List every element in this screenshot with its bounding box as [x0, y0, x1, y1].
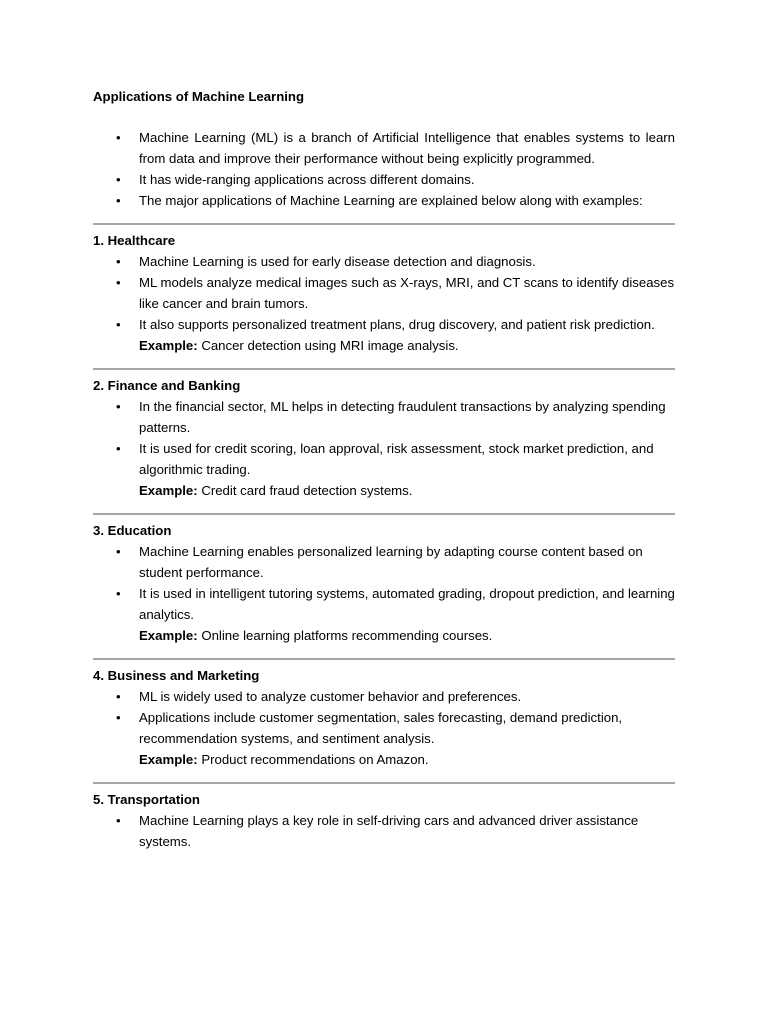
bullet-text: Applications include customer segmentation, sales forecasting, demand prediction, recommendation systems, and sentiment analysis.: [139, 710, 623, 746]
intro-list: [93, 127, 675, 211]
example-label: Example:: [139, 483, 198, 498]
bullet-icon: •: [116, 275, 121, 290]
section-list: [93, 541, 675, 625]
bullet-icon: •: [116, 399, 121, 414]
bullet-icon: •: [116, 172, 121, 187]
bullet-icon: •: [116, 441, 121, 456]
list-item: [93, 251, 675, 272]
bullet-icon: •: [116, 130, 121, 145]
list-item: [93, 810, 675, 852]
bullet-text: It is used for credit scoring, loan approval, risk assessment, stock market prediction, and algorithmic trading.: [139, 441, 654, 477]
section-healthcare: [93, 230, 675, 356]
bullet-text: It is used in intelligent tutoring systems, automated grading, dropout prediction, and learning analytics.: [139, 586, 675, 622]
section-list: [93, 396, 675, 480]
bullet-icon: •: [116, 689, 121, 704]
bullet-icon: •: [116, 317, 121, 332]
bullet-text: Machine Learning enables personalized learning by adapting course content based on student performance.: [139, 544, 643, 580]
section-divider: [93, 658, 675, 660]
list-item: [93, 396, 675, 438]
bullet-icon: •: [116, 813, 121, 828]
example-line: [93, 480, 675, 501]
bullet-text: ML models analyze medical images such as X-rays, MRI, and CT scans to identify diseases like cancer and brain tumors.: [139, 275, 675, 311]
section-heading: 1. Healthcare: [93, 233, 176, 248]
example-label: Example:: [139, 628, 198, 643]
bullet-text: In the financial sector, ML helps in detecting fraudulent transactions by analyzing spending patterns.: [139, 399, 666, 435]
section-heading: 2. Finance and Banking: [93, 378, 241, 393]
example-text: Product recommendations on Amazon.: [201, 752, 429, 767]
section-list: [93, 251, 675, 335]
section-list: [93, 686, 675, 749]
section-education: [93, 520, 675, 646]
bullet-icon: •: [116, 254, 121, 269]
list-item: [93, 169, 675, 190]
document-title: Applications of Machine Learning: [93, 89, 305, 104]
list-item: [93, 438, 675, 480]
bullet-icon: •: [116, 193, 121, 208]
bullet-text: It also supports personalized treatment plans, drug discovery, and patient risk prediction.: [139, 317, 655, 332]
bullet-icon: •: [116, 544, 121, 559]
list-item: [93, 707, 675, 749]
example-text: Online learning platforms recommending courses.: [201, 628, 493, 643]
section-list: [93, 810, 675, 852]
section-heading: 4. Business and Marketing: [93, 668, 260, 683]
bullet-text: The major applications of Machine Learning are explained below along with examples:: [139, 193, 643, 208]
example-line: [93, 335, 675, 356]
bullet-text: Machine Learning plays a key role in self-driving cars and advanced driver assistance systems.: [139, 813, 639, 849]
section-transportation: [93, 789, 675, 852]
bullet-icon: •: [116, 710, 121, 725]
bullet-text: Machine Learning is used for early disease detection and diagnosis.: [139, 254, 536, 269]
list-item: [93, 583, 675, 625]
example-label: Example:: [139, 338, 198, 353]
list-item: [93, 127, 675, 169]
section-divider: [93, 368, 675, 370]
list-item: [93, 272, 675, 314]
section-business: [93, 665, 675, 770]
section-heading: 3. Education: [93, 523, 172, 538]
list-item: [93, 541, 675, 583]
section-divider: [93, 513, 675, 515]
list-item: [93, 314, 675, 335]
section-finance: [93, 375, 675, 501]
section-divider: [93, 223, 675, 225]
example-label: Example:: [139, 752, 198, 767]
bullet-text: It has wide-ranging applications across different domains.: [139, 172, 475, 187]
example-text: Credit card fraud detection systems.: [201, 483, 413, 498]
bullet-text: ML is widely used to analyze customer behavior and preferences.: [139, 689, 522, 704]
example-line: [93, 749, 675, 770]
list-item: [93, 190, 675, 211]
bullet-icon: •: [116, 586, 121, 601]
bullet-text: Machine Learning (ML) is a branch of Artificial Intelligence that enables systems to learn from data and improve their performance without being explicitly programmed.: [139, 130, 675, 166]
example-line: [93, 625, 675, 646]
list-item: [93, 686, 675, 707]
section-heading: 5. Transportation: [93, 792, 200, 807]
example-text: Cancer detection using MRI image analysis.: [201, 338, 459, 353]
document-page: [93, 86, 675, 852]
section-divider: [93, 782, 675, 784]
